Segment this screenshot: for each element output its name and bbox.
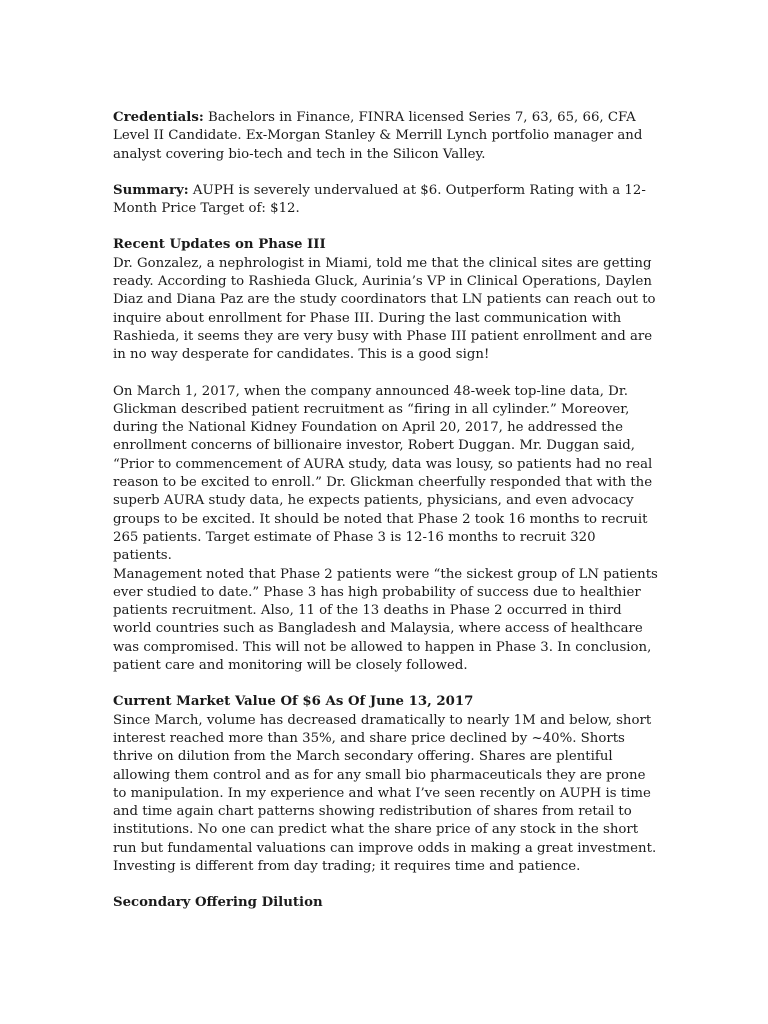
credentials-section (113, 109, 658, 164)
secondary-offering-section (113, 894, 658, 912)
recent-updates-paragraph-3: Management noted that Phase 2 patients were “the sickest group of LN patients ever studied to date.” Phase 3 has high probability of success due to healthier patients recruitment. Also, 11 of the 13 deaths in Phase 2 occurred in third world countries such as Bangladesh and Malaysia, where access of healthcare was compromised. This will not be allowed to happen in Phase 3. In conclusion, patient care and monitoring will be closely followed. (113, 566, 658, 674)
recent-updates-section (113, 236, 658, 364)
summary-section (113, 182, 658, 219)
summary-text: AUPH is severely undervalued at $6. Outperform Rating with a 12-Month Price Target of: $12. (113, 182, 646, 217)
recruitment-section (113, 383, 658, 676)
market-value-paragraph: Since March, volume has decreased dramatically to nearly 1M and below, short interest reached more than 35%, and share price declined by ~40%. Shorts thrive on dilution from the March secondary offering. Shares are plentiful allowing them control and as for any small bio pharmaceuticals they are prone to manipulation. In my experience and what I’ve seen recently on AUPH is time and time again chart patterns showing redistribution of shares from retail to institutions. No one can predict what the share price of any stock in the short run but fundamental valuations can improve odds in making a great investment. Investing is different from day trading; it requires time and patience. (113, 712, 657, 874)
summary-label: Summary: (113, 182, 189, 198)
secondary-offering-heading: Secondary Offering Dilution (113, 895, 323, 911)
recent-updates-paragraph-2: On March 1, 2017, when the company announced 48-week top-line data, Dr. Glickman described patient recruitment as “firing in all cylinder.” Moreover, during the National Kidney Foundation on April 20, 2017, he addressed the enrollment concerns of billionaire investor, Robert Duggan. Mr. Duggan said, “Prior to commencement of AURA study, data was lousy, so patients had no real reason to be excited to enroll.” Dr. Glickman cheerfully responded that with the superb AURA study data, he expects patients, physicians, and even advocacy groups to be excited. It should be noted that Phase 2 took 16 months to recruit 265 patients. Target estimate of Phase 3 is 12-16 months to recruit 320 patients. (113, 383, 653, 564)
credentials-label: Credentials: (113, 110, 204, 125)
market-value-heading: Current Market Value Of $6 As Of June 13, 2017 (113, 694, 474, 710)
credentials-text: Bachelors in Finance, FINRA licensed Series 7, 63, 65, 66, CFA Level II Candidate. Ex-Morgan Stanley & Merrill Lynch portfolio manager and analyst covering bio-tech and tech in the Silicon Valley. (113, 110, 643, 162)
summary-paragraph (113, 182, 658, 219)
market-value-section (113, 693, 658, 876)
document-page (113, 109, 658, 913)
recent-updates-paragraph-1: Dr. Gonzalez, a nephrologist in Miami, told me that the clinical sites are getting ready. According to Rashieda Gluck, Aurinia’s VP in Clinical Operations, Daylen Diaz and Diana Paz are the study coordinators that LN patients can reach out to inquire about enrollment for Phase III. During the last communication with Rashieda, it seems they are very busy with Phase III patient enrollment and are in no way desperate for candidates. This is a good sign! (113, 255, 656, 363)
recent-updates-heading: Recent Updates on Phase III (113, 237, 326, 253)
credentials-paragraph (113, 109, 658, 164)
